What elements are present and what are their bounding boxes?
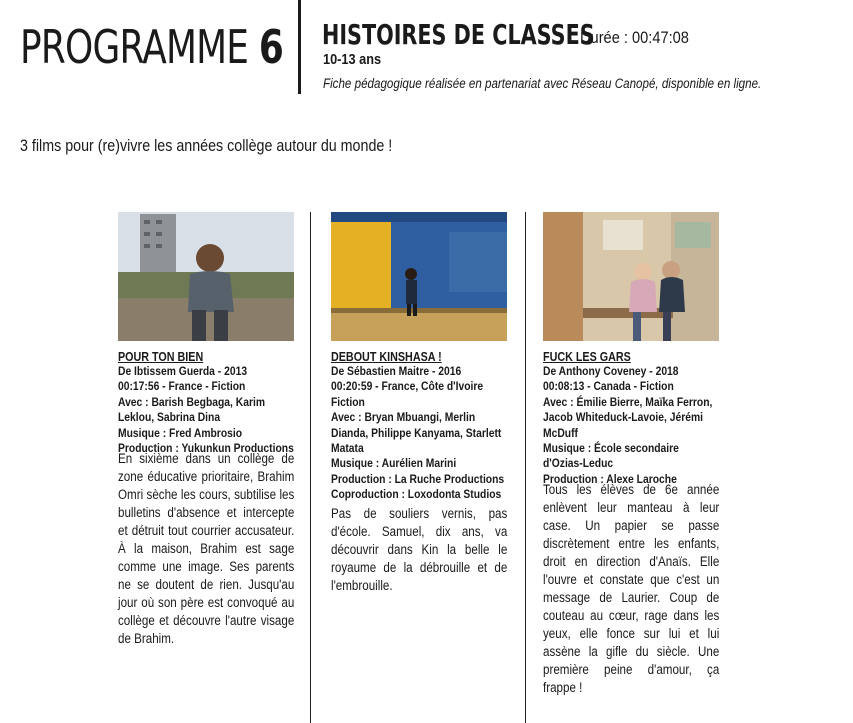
duration-country-genre: 00:17:56 - France - Fiction bbox=[118, 379, 246, 394]
header-divider bbox=[298, 0, 301, 94]
cast: Avec : Barish Begbaga, Karim Leklou, Sabrina Dina bbox=[118, 394, 266, 425]
music: Musique : Aurélien Marini bbox=[331, 456, 457, 471]
film-still-image bbox=[543, 212, 719, 341]
film-still-image bbox=[118, 212, 294, 341]
film-title: DEBOUT KINSHASA ! bbox=[331, 350, 442, 364]
partnership-note: Fiche pédagogique réalisée en partenariat avec Réseau Canopé, disponible en ligne. bbox=[323, 76, 762, 91]
film-still-image bbox=[331, 212, 507, 341]
film-credits bbox=[331, 364, 507, 503]
director-year: De Anthony Coveney - 2018 bbox=[543, 364, 679, 378]
production: Production : La Ruche Productions bbox=[331, 471, 505, 486]
intro-text: 3 films pour (re)vivre les années collège autour du monde ! bbox=[20, 136, 393, 155]
film-synopsis: Pas de souliers vernis, pas d'école. Samuel, dix ans, va découvrir dans Kin la belle le royaume de la débrouille et de l'embrouille. bbox=[331, 505, 508, 593]
film-credits bbox=[543, 364, 719, 487]
column-divider bbox=[525, 212, 526, 723]
production: Production : Alexe Laroche bbox=[543, 471, 677, 486]
cast: Avec : Émilie Bierre, Maïka Ferron, Jacob Whiteduck-Lavoie, Jérémi McDuff bbox=[543, 394, 713, 440]
age-range: 10-13 ans bbox=[323, 51, 382, 68]
music: Musique : Fred Ambrosio bbox=[118, 425, 243, 440]
column-divider bbox=[310, 212, 311, 723]
title-text: HISTOIRES DE CLASSES bbox=[322, 18, 595, 51]
programme-word: PROGRAMME bbox=[20, 20, 249, 74]
film-card-debout-kinshasa bbox=[331, 212, 509, 595]
film-card-fuck-les-gars bbox=[543, 212, 721, 697]
production: Production : Yukunkun Productions bbox=[118, 441, 294, 456]
programme-heading bbox=[20, 20, 284, 74]
duration: Durée : 00:47:08 bbox=[580, 28, 689, 47]
film-synopsis: En sixième dans un collège de zone éducative prioritaire, Brahim Omri sèche les cours, subtilise les bulletins d'absence et intercepte et détruit tout courrier accusateur. À la maison, Brahim est sage comme une image. Ses parents ne se doutent de rien. Jusqu'au jour où son père est convoqué au collège et découvre l'autre visage de Brahim. bbox=[118, 451, 295, 647]
film-title: POUR TON BIEN bbox=[118, 350, 204, 364]
film-synopsis: Tous les élèves de 6e année enlèvent leur manteau à leur case. Un papier se passe discrètement entre les enfants, droit en direction d'Anaïs. Elle l'ouvre et constate que c'est un message de Laurier. Coup de couteau au cœur, rage dans les yeux, elle fonce sur lui et lui assène la gifle du siècle. Une première peine d'amour, ça frappe ! bbox=[543, 482, 720, 696]
director-year: De Sébastien Maitre - 2016 bbox=[331, 364, 462, 378]
cast: Avec : Bryan Mbuangi, Merlin Dianda, Philippe Kanyama, Starlett Matata bbox=[331, 410, 502, 456]
film-credits bbox=[118, 364, 294, 456]
coproduction: Coproduction : Loxodonta Studios bbox=[331, 487, 502, 502]
duration-country-genre: 00:20:59 - France, Côte d'Ivoire Fiction bbox=[331, 379, 484, 409]
programme-number: 6 bbox=[258, 20, 284, 74]
film-title: FUCK LES GARS bbox=[543, 350, 631, 364]
duration-country-genre: 00:08:13 - Canada - Fiction bbox=[543, 379, 674, 394]
director-year: De Ibtissem Guerda - 2013 bbox=[118, 364, 248, 378]
film-card-pour-ton-bien bbox=[118, 212, 296, 648]
music: Musique : École secondaire d'Ozias-Leduc bbox=[543, 441, 679, 471]
